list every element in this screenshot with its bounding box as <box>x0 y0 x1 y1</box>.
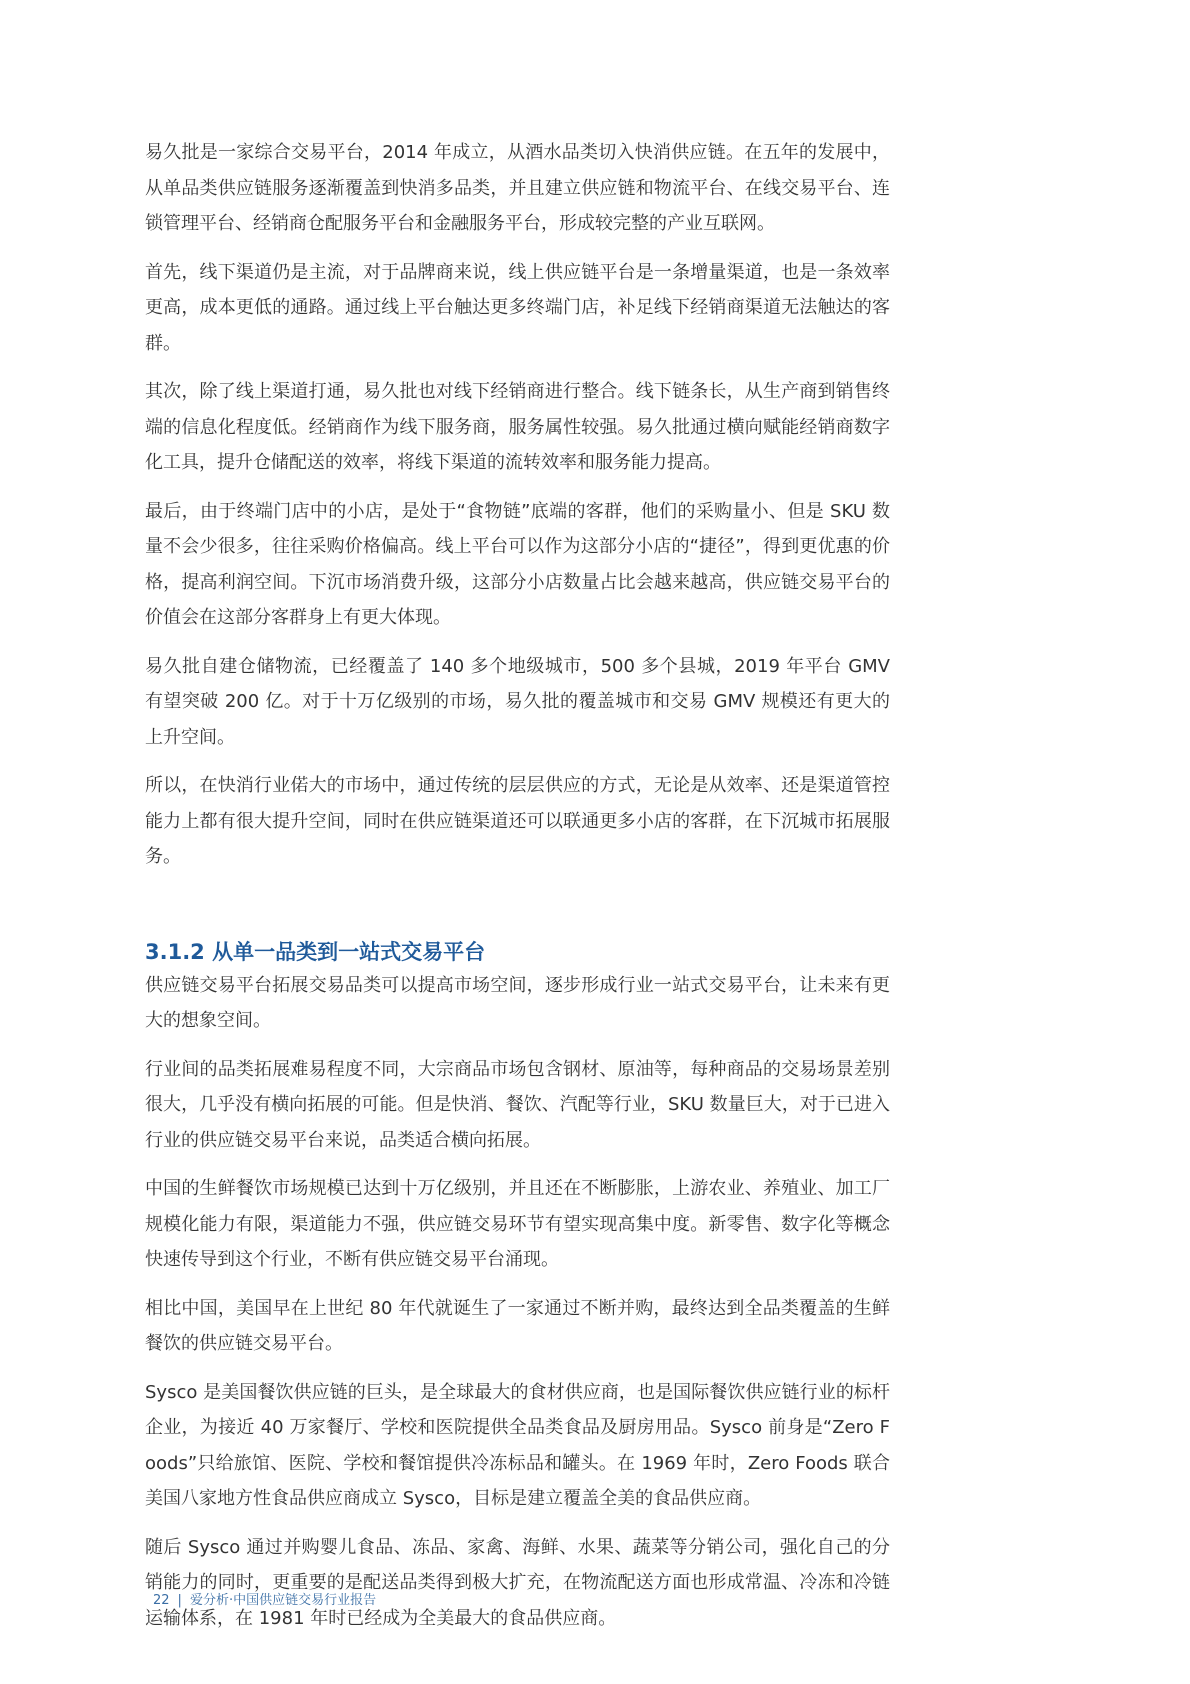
body-paragraph: Sysco 是美国餐饮供应链的巨头，是全球最大的食材供应商，也是国际餐饮供应链行业的标杆企业，为接近 40 万家餐厅、学校和医院提供全品类食品及厨房用品。Sysco 前身是“Zero Foods”只给旅馆、医院、学校和餐馆提供冷冻标品和罐头。在 1969 年时，Zero Foods 联合美国八家地方性食品供应商成立 Sysco，目标是建立覆盖全美的食品供应商。 <box>145 1381 890 1509</box>
section-heading: 3.1.2 从单一品类到一站式交易平台 <box>145 939 486 964</box>
page-number: 22 <box>153 1593 170 1608</box>
body-paragraph: 供应链交易平台拓展交易品类可以提高市场空间，逐步形成行业一站式交易平台，让未来有更大的想象空间。 <box>145 974 890 1031</box>
body-paragraph: 易久批是一家综合交易平台，2014 年成立，从酒水品类切入快消供应链。在五年的发展中，从单品类供应链服务逐渐覆盖到快消多品类，并且建立供应链和物流平台、在线交易平台、连锁管理平台、经销商仓配服务平台和金融服务平台，形成较完整的产业互联网。 <box>145 142 890 234</box>
body-paragraph: 最后，由于终端门店中的小店，是处于“食物链”底端的客群，他们的采购量小、但是 SKU 数量不会少很多，往往采购价格偏高。线上平台可以作为这部分小店的“捷径”，得到更优惠的价格，提高利润空间。下沉市场消费升级，这部分小店数量占比会越来越高，供应链交易平台的价值会在这部分客群身上有更大体现。 <box>145 500 890 628</box>
body-paragraph: 易久批自建仓储物流，已经覆盖了 140 多个地级城市，500 多个县城，2019 年平台 GMV 有望突破 200 亿。对于十万亿级别的市场，易久批的覆盖城市和交易 GMV 规模还有更大的上升空间。 <box>145 655 890 748</box>
page-footer <box>153 1592 376 1610</box>
footer-separator: | <box>177 1593 182 1608</box>
body-paragraph: 首先，线下渠道仍是主流，对于品牌商来说，线上供应链平台是一条增量渠道，也是一条效率更高，成本更低的通路。通过线上平台触达更多终端门店，补足线下经销商渠道无法触达的客群。 <box>145 261 890 354</box>
report-title: 爱分析·中国供应链交易行业报告 <box>189 1593 377 1608</box>
body-paragraph: 所以，在快消行业偌大的市场中，通过传统的层层供应的方式，无论是从效率、还是渠道管控能力上都有很大提升空间，同时在供应链渠道还可以联通更多小店的客群，在下沉城市拓展服务。 <box>145 775 890 867</box>
body-paragraph: 行业间的品类拓展难易程度不同，大宗商品市场包含钢材、原油等，每种商品的交易场景差别很大，几乎没有横向拓展的可能。但是快消、餐饮、汽配等行业，SKU 数量巨大，对于已进入行业的供应链交易平台来说，品类适合横向拓展。 <box>145 1058 890 1151</box>
body-paragraph: 中国的生鲜餐饮市场规模已达到十万亿级别，并且还在不断膨胀，上游农业、养殖业、加工厂规模化能力有限，渠道能力不强，供应链交易环节有望实现高集中度。新零售、数字化等概念快速传导到这个行业，不断有供应链交易平台涌现。 <box>145 1178 890 1270</box>
intro-section <box>145 135 890 875</box>
body-paragraph: 相比中国，美国早在上世纪 80 年代就诞生了一家通过不断并购，最终达到全品类覆盖的生鲜餐饮的供应链交易平台。 <box>145 1297 890 1354</box>
body-paragraph: 其次，除了线上渠道打通，易久批也对线下经销商进行整合。线下链条长，从生产商到销售终端的信息化程度低。经销商作为线下服务商，服务属性较强。易久批通过横向赋能经销商数字化工具，提升仓储配送的效率，将线下渠道的流转效率和服务能力提高。 <box>145 381 890 473</box>
section-3-1-2 <box>145 968 890 1637</box>
body-paragraph: 随后 Sysco 通过并购婴儿食品、冻品、家禽、海鲜、水果、蔬菜等分销公司，强化自己的分销能力的同时，更重要的是配送品类得到极大扩充，在物流配送方面也形成常温、冷冻和冷链运输体系，在 1981 年时已经成为全美最大的食品供应商。 <box>145 1536 890 1629</box>
document-body <box>145 135 890 1649</box>
